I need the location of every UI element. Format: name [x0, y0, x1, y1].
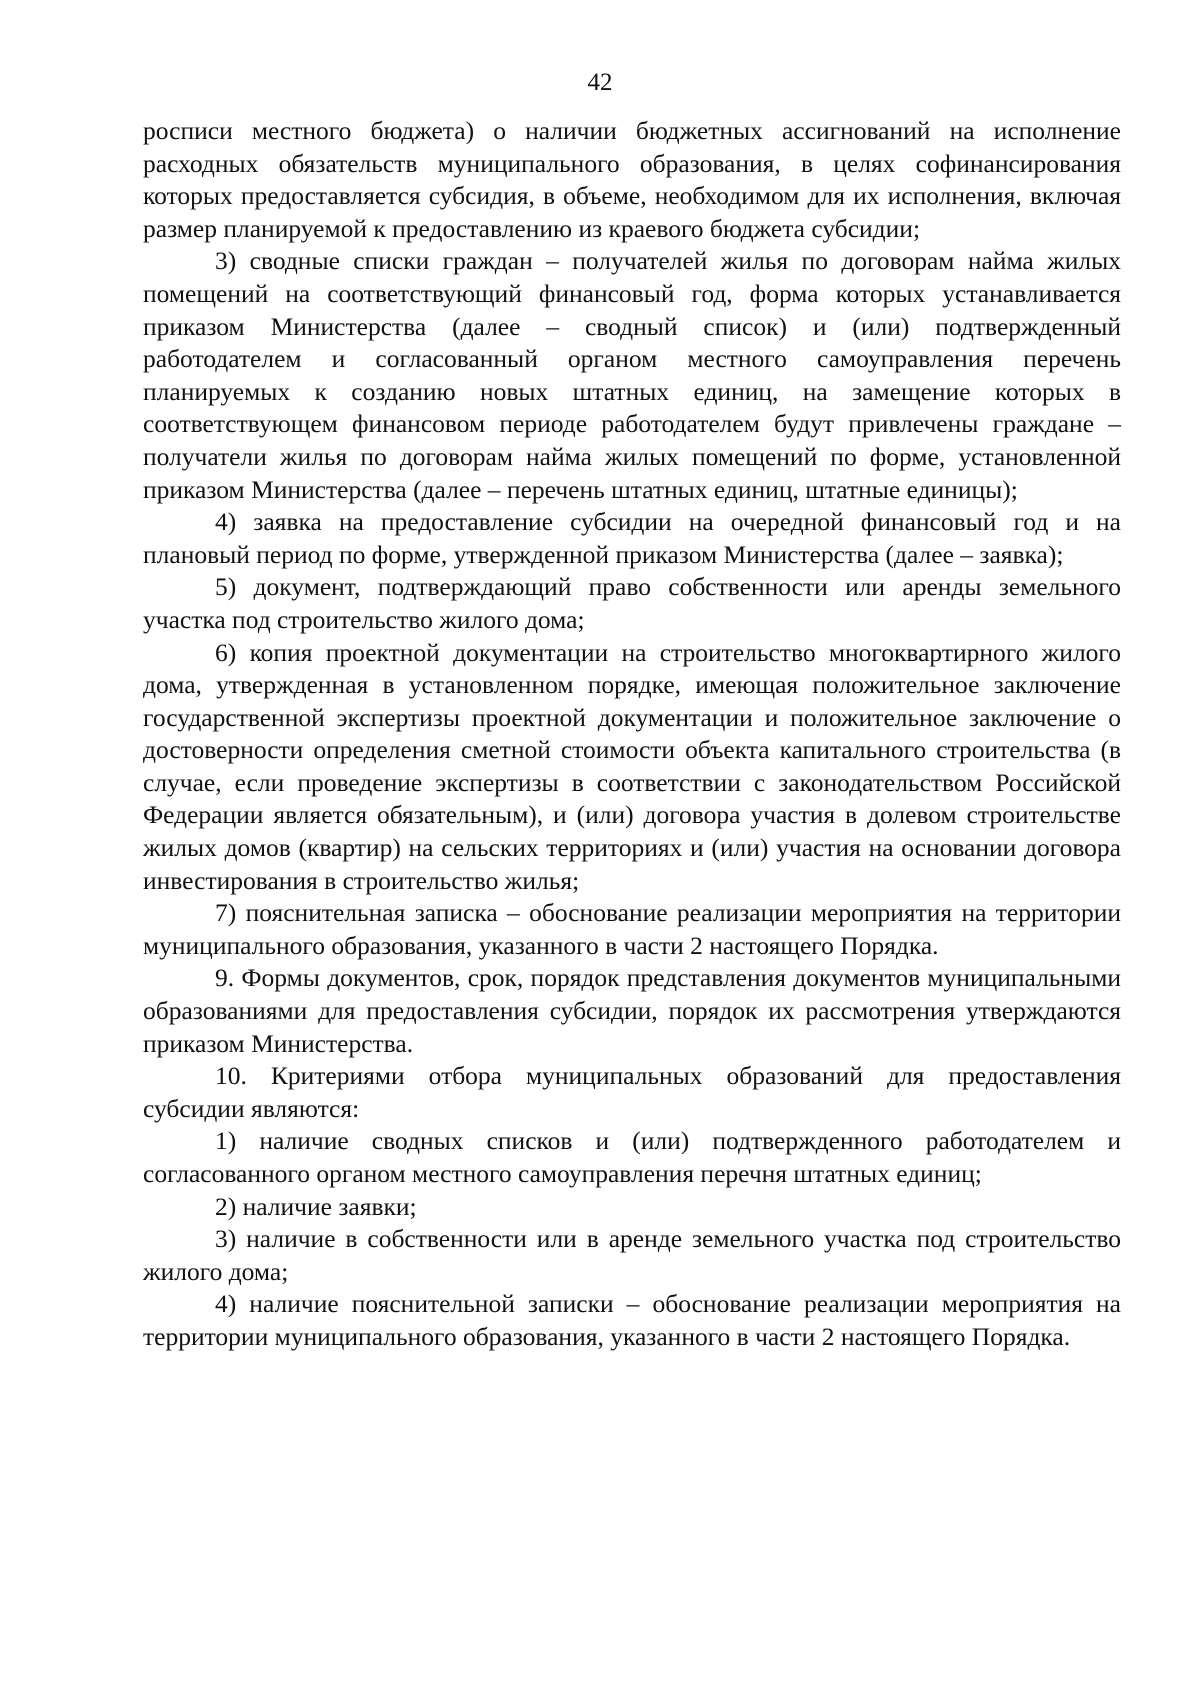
paragraph-item-4: 4) заявка на предоставление субсидии на очередной финансовый год и на плановый период по форме, утвержденной приказом Министерства (далее – заявка);	[143, 507, 1121, 569]
page-number: 42	[587, 69, 613, 96]
paragraph-item-5: 5) документ, подтверждающий право собственности или аренды земельного участка под строительство жилого дома;	[143, 572, 1121, 634]
paragraph-section-9: 9. Формы документов, срок, порядок представления документов муниципальными образованиями для предоставления субсидии, порядок их рассмотрения утверждаются приказом Министерства.	[143, 963, 1121, 1058]
paragraph-continuation: росписи местного бюджета) о наличии бюджетных ассигнований на исполнение расходных обязательств муниципального образования, в целях софинансирования которых предоставляется субсидия, в объеме, необходимом для их исполнения, включая размер планируемой к предоставлению из краевого бюджета субсидии;	[143, 116, 1121, 243]
paragraph-item-7: 7) пояснительная записка – обоснование реализации мероприятия на территории муниципального образования, указанного в части 2 настоящего Порядка.	[143, 898, 1121, 960]
criteria-item-3: 3) наличие в собственности или в аренде земельного участка под строительство жилого дома;	[143, 1224, 1121, 1286]
paragraph-item-3: 3) сводные списки граждан – получателей жилья по договорам найма жилых помещений на соответствующий финансовый год, форма которых устанавливается приказом Министерства (далее – сводный список) и (или) подтвержденный работодателем и согласованный органом местного самоуправления перечень планируемых к созданию новых штатных единиц, на замещение которых в соответствующем финансовом периоде работодателем будут привлечены граждане – получатели жилья по договорам найма жилых помещений по форме, установленной приказом Министерства (далее – перечень штатных единиц, штатные единицы);	[143, 246, 1121, 504]
criteria-item-2: 2) наличие заявки;	[215, 1191, 417, 1221]
paragraph-item-6: 6) копия проектной документации на строительство многоквартирного жилого дома, утвержденная в установленном порядке, имеющая положительное заключение государственной экспертизы проектной документации и положительное заключение о достоверности определения сметной стоимости объекта капитального строительства (в случае, если проведение экспертизы в соответствии с законодательством Российской Федерации является обязательным), и (или) договора участия в долевом строительстве жилых домов (квартир) на сельских территориях и (или) участия на основании договора инвестирования в строительство жилья;	[143, 637, 1121, 895]
criteria-item-1: 1) наличие сводных списков и (или) подтвержденного работодателем и согласованного органом местного самоуправления перечня штатных единиц;	[143, 1126, 1121, 1188]
document-body	[143, 115, 1121, 1354]
paragraph-section-10: 10. Критериями отбора муниципальных образований для предоставления субсидии являются:	[143, 1061, 1121, 1123]
criteria-item-4: 4) наличие пояснительной записки – обоснование реализации мероприятия на территории муниципального образования, указанного в части 2 настоящего Порядка.	[143, 1289, 1121, 1351]
